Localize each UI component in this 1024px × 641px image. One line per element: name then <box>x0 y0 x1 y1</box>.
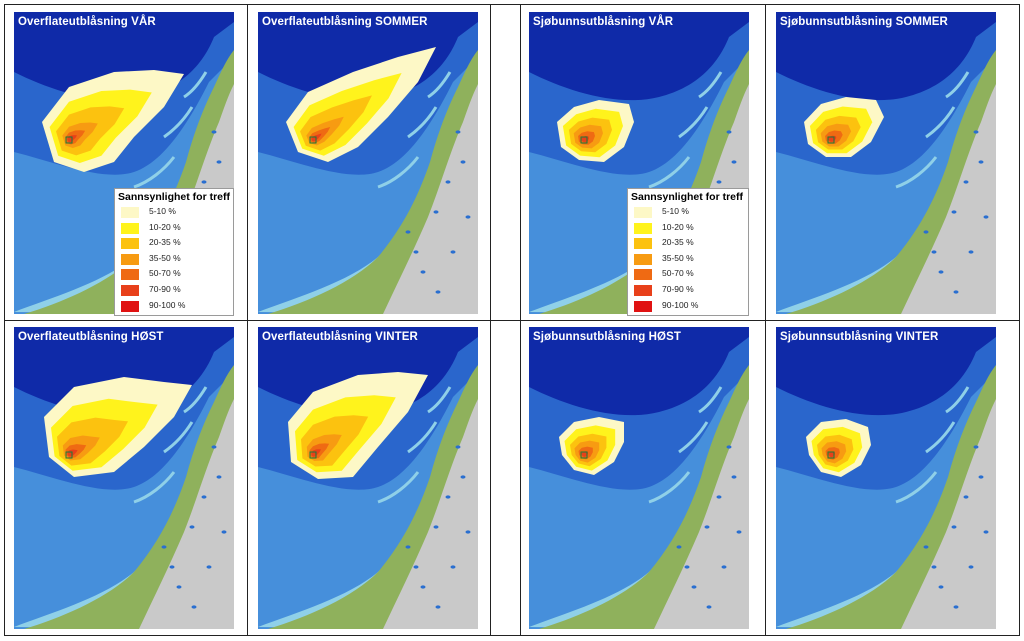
lake <box>932 565 937 568</box>
lake <box>984 530 989 533</box>
map-surface-autumn <box>14 327 234 629</box>
legend-label: 20-35 % <box>149 237 181 248</box>
legend-item <box>115 267 233 283</box>
legend-label: 90-100 % <box>149 299 186 310</box>
lake <box>434 525 439 528</box>
lake <box>202 180 207 183</box>
lake <box>964 495 969 498</box>
legend-label: 10-20 % <box>662 221 694 232</box>
lake <box>436 605 441 608</box>
lake <box>952 210 957 213</box>
lake <box>954 290 959 293</box>
map-panel-seabed-winter <box>776 327 996 629</box>
legend-title: Sannsynlighet for treff <box>631 191 744 203</box>
lake <box>727 445 732 448</box>
legend-swatch <box>634 285 652 296</box>
map-seabed-autumn <box>529 327 749 629</box>
lake <box>692 585 697 588</box>
legend-title: Sannsynlighet for treff <box>118 191 231 203</box>
lake <box>461 475 466 478</box>
lake <box>406 545 411 548</box>
legend-item <box>628 267 748 283</box>
lake <box>722 565 727 568</box>
legend-item <box>628 205 748 221</box>
lake <box>436 290 441 293</box>
legend-swatch <box>121 207 139 218</box>
lake <box>707 605 712 608</box>
lake <box>732 160 737 163</box>
lake <box>451 565 456 568</box>
legend-swatch <box>634 269 652 280</box>
panel-title: Overflateutblåsning VINTER <box>262 331 418 343</box>
lake <box>421 270 426 273</box>
legend-item <box>115 236 233 252</box>
lake <box>705 525 710 528</box>
legend-rows <box>115 205 233 314</box>
divider-horizontal <box>4 320 1020 321</box>
legend-swatch <box>634 207 652 218</box>
legend-label: 70-90 % <box>662 283 694 294</box>
legend-label: 10-20 % <box>149 221 181 232</box>
lake <box>939 270 944 273</box>
lake <box>939 585 944 588</box>
lake <box>446 180 451 183</box>
panel-title: Sjøbunnsutblåsning VÅR <box>533 16 674 28</box>
map-seabed-summer <box>776 12 996 314</box>
lake <box>954 605 959 608</box>
lake <box>162 545 167 548</box>
legend-item <box>115 283 233 299</box>
lake <box>685 565 690 568</box>
legend-swatch <box>121 285 139 296</box>
legend-item <box>628 299 748 315</box>
lake <box>924 230 929 233</box>
map-panel-seabed-autumn <box>529 327 749 629</box>
lake <box>952 525 957 528</box>
legend-item <box>115 252 233 268</box>
map-seabed-winter <box>776 327 996 629</box>
legend-label: 90-100 % <box>662 299 699 310</box>
panel-title: Sjøbunnsutblåsning SOMMER <box>780 16 948 28</box>
lake <box>190 525 195 528</box>
lake <box>207 565 212 568</box>
lake <box>434 210 439 213</box>
legend-label: 5-10 % <box>662 206 689 216</box>
lake <box>202 495 207 498</box>
legend-item <box>628 221 748 237</box>
legend-right <box>627 188 749 316</box>
lake <box>217 160 222 163</box>
lake <box>170 565 175 568</box>
lake <box>414 250 419 253</box>
lake <box>414 565 419 568</box>
legend-item <box>628 252 748 268</box>
legend-label: 5-10 % <box>149 206 176 216</box>
legend-item <box>115 299 233 315</box>
lake <box>461 160 466 163</box>
lake <box>451 250 456 253</box>
legend-label: 35-50 % <box>149 252 181 263</box>
lake <box>217 475 222 478</box>
lake <box>732 475 737 478</box>
lake <box>979 160 984 163</box>
legend-swatch <box>121 269 139 280</box>
legend-swatch <box>634 254 652 265</box>
legend-swatch <box>634 238 652 249</box>
lake <box>974 130 979 133</box>
lake <box>456 130 461 133</box>
map-surface-winter <box>258 327 478 629</box>
panel-title: Overflateutblåsning SOMMER <box>262 16 428 28</box>
lake <box>212 445 217 448</box>
legend-label: 50-70 % <box>662 268 694 279</box>
lake <box>969 565 974 568</box>
legend-swatch <box>634 223 652 234</box>
legend-label: 20-35 % <box>662 237 694 248</box>
lake <box>974 445 979 448</box>
legend-swatch <box>121 223 139 234</box>
lake <box>924 545 929 548</box>
lake <box>969 250 974 253</box>
map-surface-summer <box>258 12 478 314</box>
lake <box>192 605 197 608</box>
legend-label: 35-50 % <box>662 252 694 263</box>
lake <box>222 530 227 533</box>
legend-label: 50-70 % <box>149 268 181 279</box>
lake <box>727 130 732 133</box>
lake <box>406 230 411 233</box>
lake <box>677 545 682 548</box>
legend-rows <box>628 205 748 314</box>
lake <box>177 585 182 588</box>
lake <box>456 445 461 448</box>
legend-left <box>114 188 234 316</box>
lake <box>466 530 471 533</box>
lake <box>979 475 984 478</box>
panel-title: Overflateutblåsning VÅR <box>18 16 156 28</box>
legend-swatch <box>121 301 139 312</box>
lake <box>446 495 451 498</box>
lake <box>964 180 969 183</box>
legend-label: 70-90 % <box>149 283 181 294</box>
lake <box>932 250 937 253</box>
legend-item <box>628 236 748 252</box>
lake <box>717 180 722 183</box>
panel-title: Overflateutblåsning HØST <box>18 331 164 343</box>
map-panel-seabed-summer <box>776 12 996 314</box>
legend-swatch <box>121 238 139 249</box>
lake <box>984 215 989 218</box>
panel-title: Sjøbunnsutblåsning HØST <box>533 331 681 343</box>
legend-item <box>628 283 748 299</box>
lake <box>466 215 471 218</box>
panel-title: Sjøbunnsutblåsning VINTER <box>780 331 939 343</box>
map-panel-surface-winter <box>258 327 478 629</box>
legend-item <box>115 205 233 221</box>
lake <box>717 495 722 498</box>
lake <box>737 530 742 533</box>
legend-swatch <box>121 254 139 265</box>
legend-swatch <box>634 301 652 312</box>
lake <box>212 130 217 133</box>
lake <box>421 585 426 588</box>
map-panel-surface-summer <box>258 12 478 314</box>
map-panel-surface-autumn <box>14 327 234 629</box>
legend-item <box>115 221 233 237</box>
